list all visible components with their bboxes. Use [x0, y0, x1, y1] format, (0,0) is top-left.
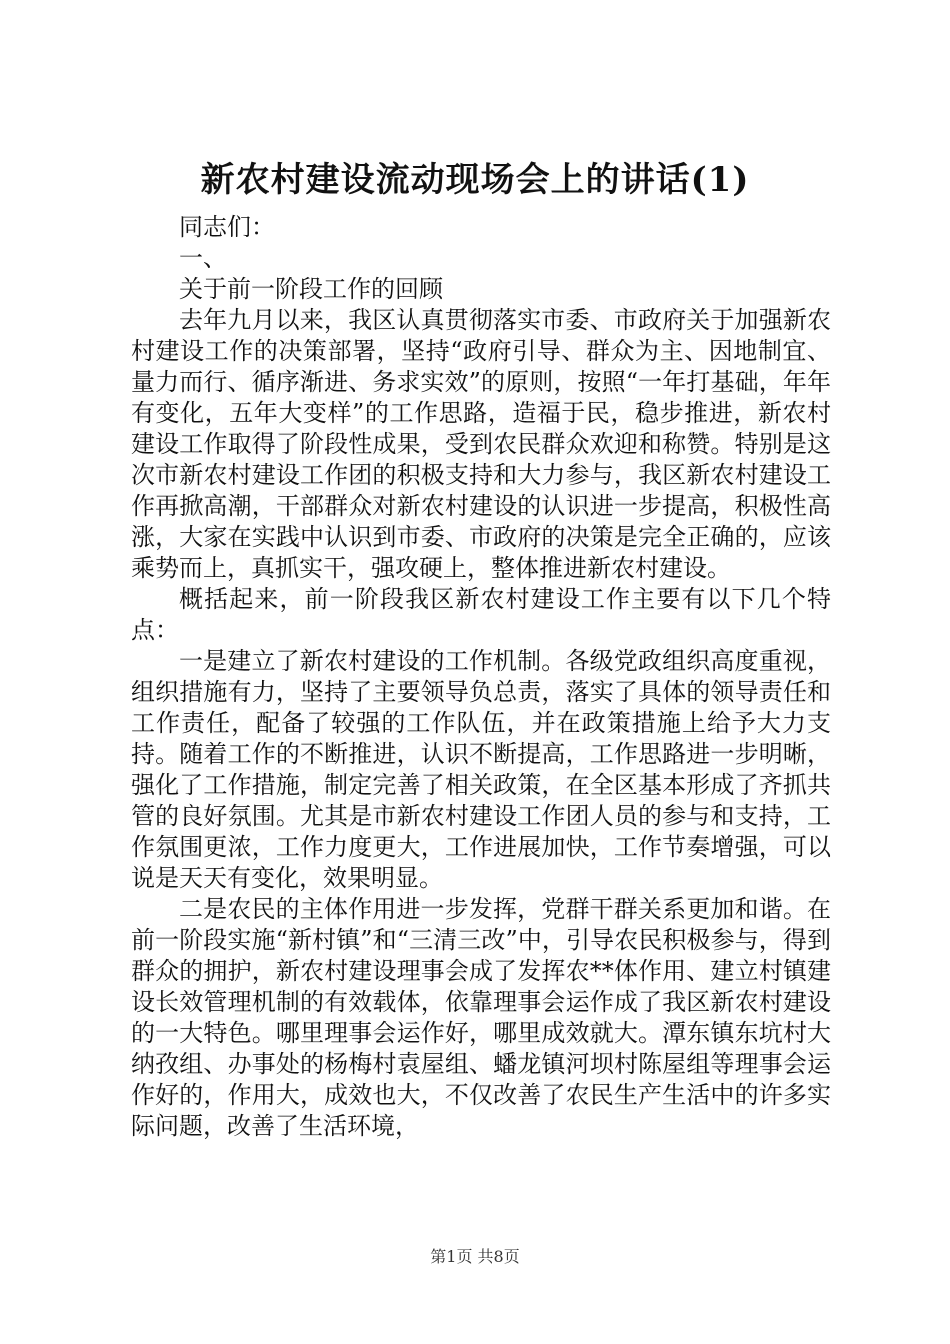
document-body	[131, 212, 831, 1142]
body-paragraph: 概括起来，前一阶段我区新农村建设工作主要有以下几个特点：	[131, 585, 831, 644]
section-heading: 关于前一阶段工作的回顾	[179, 275, 443, 303]
body-paragraph: 去年九月以来，我区认真贯彻落实市委、市政府关于加强新农村建设工作的决策部署，坚持“政府引导、群众为主、因地制宜、量力而行、循序渐进、务求实效”的原则，按照“一年打基础，年年有变化，五年大变样”的工作思路，造福于民，稳步推进，新农村建设工作取得了阶段性成果，受到农民群众欢迎和称赞。特别是这次市新农村建设工作团的积极支持和大力参与，我区新农村建设工作再掀高潮，干部群众对新农村建设的认识进一步提高，积极性高涨，大家在实践中认识到市委、市政府的决策是完全正确的，应该乘势而上，真抓实干，强攻硬上，整体推进新农村建设。	[131, 306, 831, 582]
document-title: 新农村建设流动现场会上的讲话(1)	[200, 160, 750, 200]
body-paragraph: 二是农民的主体作用进一步发挥，党群干群关系更加和谐。在前一阶段实施“新村镇”和“三清三改”中，引导农民积极参与，得到群众的拥护，新农村建设理事会成了发挥农**体作用、建立村镇建设长效管理机制的有效载体，依靠理事会运作成了我区新农村建设的一大特色。哪里理事会运作好，哪里成效就大。潭东镇东坑村大纳孜组、办事处的杨梅村袁屋组、蟠龙镇河坝村陈屋组等理事会运作好的，作用大，成效也大，不仅改善了农民生产生活中的许多实际问题，改善了生活环境，	[131, 895, 831, 1140]
body-paragraph: 一是建立了新农村建设的工作机制。各级党政组织高度重视，组织措施有力，坚持了主要领导负总责，落实了具体的领导责任和工作责任，配备了较强的工作队伍，并在政策措施上给予大力支持。随着工作的不断推进，认识不断提高，工作思路进一步明晰，强化了工作措施，制定完善了相关政策，在全区基本形成了齐抓共管的良好氛围。尤其是市新农村建设工作团人员的参与和支持，工作氛围更浓，工作力度更大，工作进展加快，工作节奏增强，可以说是天天有变化，效果明显。	[131, 647, 831, 892]
section-number: 一、	[179, 244, 227, 272]
salutation: 同志们：	[179, 213, 275, 241]
page-footer: 第1页 共8页	[430, 1247, 520, 1266]
